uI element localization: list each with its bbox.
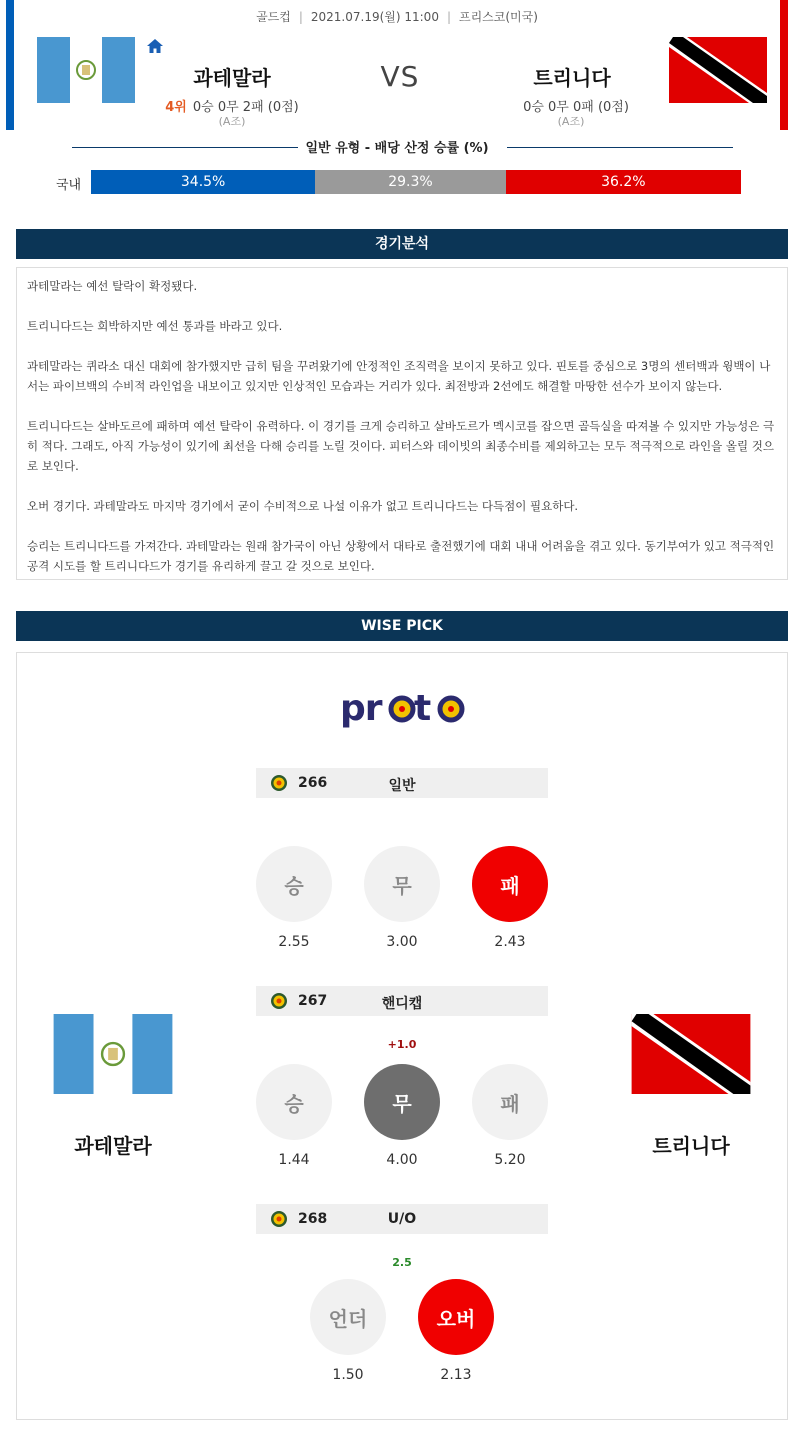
- odds-label: 국내: [56, 178, 82, 193]
- home-icon[interactable]: [146, 38, 164, 54]
- target-icon: [270, 774, 288, 792]
- match-datetime: 2021.07.19(월) 11:00: [310, 10, 439, 24]
- market-name: U/O: [387, 1211, 417, 1227]
- handicap-line: +1.0: [387, 1038, 417, 1051]
- odds-title-rule-right: [507, 147, 733, 148]
- pick-option-under[interactable]: 언더: [310, 1279, 386, 1355]
- market-name: 일반: [388, 778, 416, 794]
- guatemala-flag: [37, 37, 135, 103]
- svg-text:pr: pr: [340, 688, 382, 729]
- odd-value: 2.43: [494, 934, 526, 950]
- market-header-266: [256, 768, 548, 798]
- pick-option-over[interactable]: 오버: [418, 1279, 494, 1355]
- odd-value: 1.44: [278, 1152, 310, 1168]
- pick-home-team: 과테말라: [74, 1134, 152, 1158]
- market-name: 핸디캡: [381, 996, 423, 1012]
- home-group: (A조): [218, 115, 246, 128]
- away-team-name: 트리니다: [533, 66, 611, 90]
- odd-value: 1.50: [332, 1367, 364, 1383]
- away-win-segment: 36.2%: [506, 170, 741, 194]
- guatemala-flag-large: [53, 1014, 173, 1094]
- total-line: 2.5: [392, 1256, 412, 1269]
- analysis-paragraph: 승리는 트리니다드를 가져간다. 과테말라는 원래 참가국이 아닌 상황에서 대타로 출전했기에 대회 내내 어려움을 겪고 있다. 동기부여가 있고 적극적인 공격 시도를 할 트리니다드가 경기를 유리하게 끌고 갈 것으로 보인다.: [27, 539, 775, 573]
- analysis-header: 경기분석: [16, 229, 788, 259]
- pick-option-win[interactable]: 승: [256, 846, 332, 922]
- pick-option-win[interactable]: 승: [256, 1064, 332, 1140]
- proto-logo: [338, 688, 468, 732]
- trinidad-flag: [669, 37, 767, 103]
- target-icon: [270, 992, 288, 1010]
- draw-segment: 29.3%: [315, 170, 505, 194]
- pick-option-lose[interactable]: 패: [472, 1064, 548, 1140]
- odd-value: 3.00: [386, 934, 418, 950]
- home-team-name: 과테말라: [193, 66, 271, 90]
- wise-pick-header: WISE PICK: [16, 611, 788, 641]
- odds-title: 일반 유형 - 배당 산정 승률 (%): [305, 141, 489, 156]
- analysis-paragraph: 과테말라는 예선 탈락이 확정됐다.: [27, 279, 198, 293]
- pick-away-team: 트리니다: [652, 1134, 730, 1158]
- analysis-paragraph: 트리니다드는 살바도르에 패하며 예선 탈락이 유력하다. 이 경기를 크게 승리하고 살바도르가 멕시코를 잡으면 골득실을 따져볼 수 있지만 가능성은 극히 적다. 그래도, 아직 가능성이 있기에 최선을 다해 승리를 노릴 것이다. 피터스와 데이빗의 최종수비를 제외하고는 모두 적극적으로 라인을 올릴 것으로 보인다.: [27, 419, 775, 473]
- odd-value: 2.55: [278, 934, 310, 950]
- market-header-268: [256, 1204, 548, 1234]
- analysis-text: [16, 267, 788, 580]
- home-record-text: 0승 0무 2패 (0점): [192, 100, 299, 115]
- svg-text:t: t: [414, 688, 432, 729]
- league-name: 골드컵: [256, 10, 291, 24]
- analysis-paragraph: 과테말라는 퀴라소 대신 대회에 참가했지만 급히 팀을 꾸려왔기에 안정적인 조직력을 보이지 못하고 있다. 핀토를 중심으로 3명의 센터백과 윙백이 나서는 파이브백의 수비적 라인업을 내보이고 있지만 인상적인 모습과는 거리가 있다. 최전방과 2선에도 해결할 마땅한 선수가 보이지 않는다.: [27, 359, 771, 393]
- odd-value: 5.20: [494, 1152, 526, 1168]
- analysis-paragraph: 오버 경기다. 과테말라도 마지막 경기에서 굳이 수비적으로 나설 이유가 없고 트리니다드는 다득점이 필요하다.: [27, 499, 579, 513]
- match-venue: 프리스코(미국): [459, 10, 538, 24]
- market-number: 267: [298, 993, 328, 1009]
- pick-option-draw[interactable]: 무: [364, 1064, 440, 1140]
- match-meta: 골드컵 | 2021.07.19(월) 11:00 | 프리스코(미국): [256, 10, 538, 24]
- pick-option-lose[interactable]: 패: [472, 846, 548, 922]
- vs-label: VS: [380, 60, 420, 93]
- pick-option-draw[interactable]: 무: [364, 846, 440, 922]
- away-record: 0승 0무 0패 (0점): [523, 100, 629, 115]
- market-number: 266: [298, 775, 328, 791]
- analysis-paragraph: 트리니다드는 희박하지만 예선 통과를 바라고 있다.: [27, 319, 283, 333]
- home-rank: 4위: [165, 100, 187, 115]
- home-win-segment: 34.5%: [91, 170, 315, 194]
- target-icon: [270, 1210, 288, 1228]
- odd-value: 4.00: [386, 1152, 418, 1168]
- svg-text:proto: proto: [339, 732, 342, 733]
- market-number: 268: [298, 1211, 328, 1227]
- trinidad-flag-large: [631, 1014, 751, 1094]
- odd-value: 2.13: [440, 1367, 472, 1383]
- market-header-267: [256, 986, 548, 1016]
- away-group: (A조): [557, 115, 585, 128]
- odds-bar: [91, 170, 741, 194]
